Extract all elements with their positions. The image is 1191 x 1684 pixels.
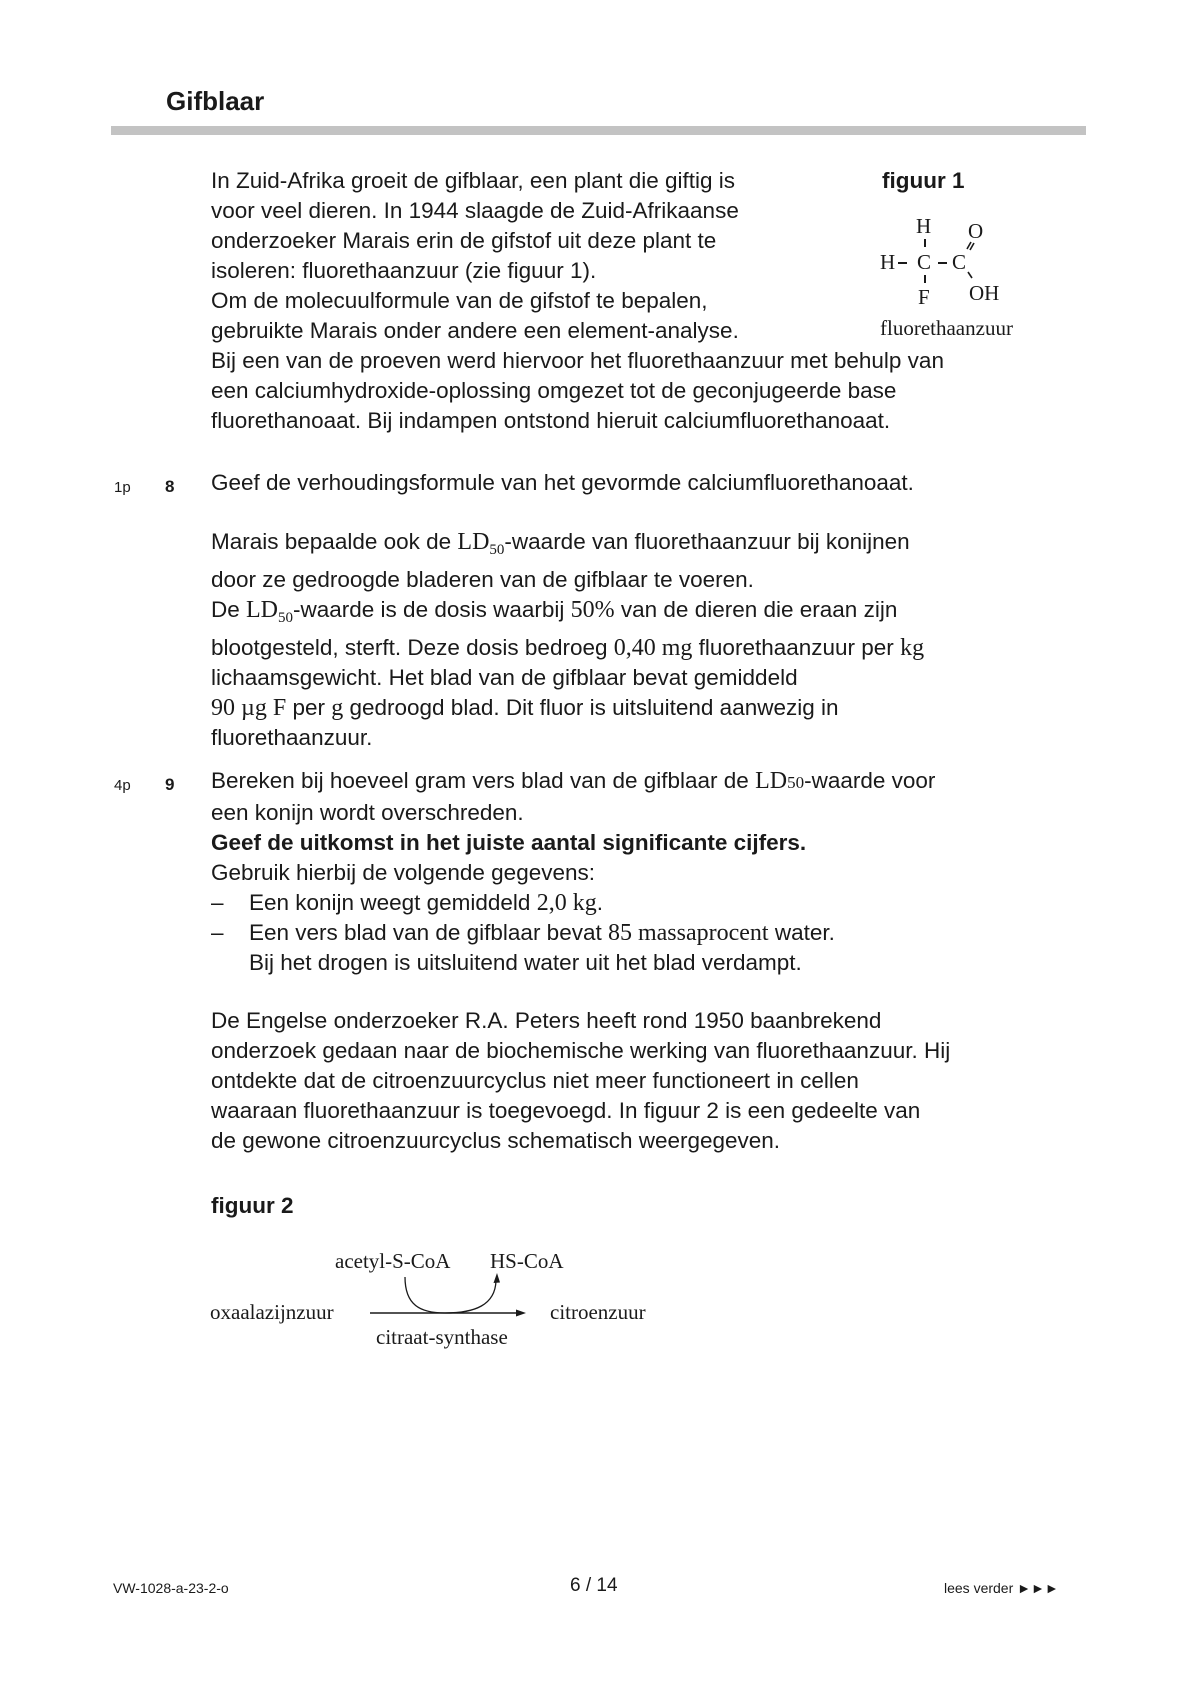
text-fragment: water. xyxy=(768,920,835,945)
section-title: Gifblaar xyxy=(166,86,265,116)
text-fragment: -waarde is de dosis waarbij xyxy=(293,597,571,622)
ld-symbol: LD xyxy=(246,597,279,623)
text-fragment: De xyxy=(211,597,247,622)
intro-line: fluorethanoaat. Bij indampen ontstond hieruit calciumfluorethanoaat. xyxy=(211,408,891,433)
rabbit-mass-value: 2,0 kg xyxy=(536,890,597,916)
bullet-dash: – xyxy=(211,890,224,915)
question-8-number: 8 xyxy=(165,477,175,496)
bond-h-c xyxy=(898,262,907,264)
curved-arrow-head-icon xyxy=(494,1273,501,1283)
peters-line: waaraan fluorethaanzuur is toegevoegd. In figuur 2 is een gedeelte van xyxy=(211,1098,921,1123)
bond-c-f xyxy=(924,275,926,283)
figure-1-caption: fluorethaanzuur xyxy=(880,316,1013,340)
text-fragment: Een vers blad van de gifblaar bevat xyxy=(249,920,608,945)
bond-c-c xyxy=(938,262,947,264)
unit-g: g xyxy=(331,695,344,721)
bullet-dash: – xyxy=(211,920,224,945)
intro-line: voor veel dieren. In 1944 slaagde de Zuid-Afrikaanse xyxy=(211,198,739,223)
unit-kg: kg xyxy=(900,635,925,661)
ld-subscript: 50 xyxy=(278,610,294,626)
text-fragment: fluorethaanzuur per xyxy=(692,635,901,660)
question-9-line-2: een konijn wordt overschreden. xyxy=(211,800,524,825)
exam-code: VW-1028-a-23-2-o xyxy=(113,1580,229,1596)
ld50-line-6 xyxy=(211,693,924,723)
ld-subscript: 50 xyxy=(489,542,505,558)
text-fragment: van de dieren die eraan zijn xyxy=(614,597,898,622)
ld50-line-4 xyxy=(211,633,924,663)
text-fragment: -waarde voor xyxy=(804,768,936,793)
intro-paragraph xyxy=(211,166,944,436)
ld50-paragraph xyxy=(211,527,924,753)
ld-symbol: LD xyxy=(457,529,490,555)
intro-line: gebruikte Marais onder andere een element-analyse. xyxy=(211,318,739,343)
intro-line: isoleren: fluorethaanzuur (zie figuur 1). xyxy=(211,258,597,283)
page-number: 6 / 14 xyxy=(570,1575,618,1596)
peters-line: de gewone citroenzuurcyclus schematisch weergegeven. xyxy=(211,1128,781,1153)
reaction-arrows xyxy=(360,1265,540,1325)
atom-h-left: H xyxy=(880,250,896,274)
main-arrow-head-icon xyxy=(516,1310,526,1317)
cosubstrate-in-label: acetyl-S-CoA xyxy=(335,1249,451,1273)
text-fragment: Een konijn weegt gemiddeld xyxy=(249,890,537,915)
text-fragment: gedroogd blad. Dit fluor is uitsluitend aanwezig in xyxy=(343,695,839,720)
cosubstrate-curved-arrow xyxy=(405,1277,496,1313)
figure-2-label: figuur 2 xyxy=(211,1193,294,1218)
question-9-points: 4p xyxy=(114,777,131,794)
reactant-label: oxaalazijnzuur xyxy=(210,1300,334,1324)
continue-indicator: lees verder ►►► xyxy=(944,1580,1059,1596)
peters-paragraph xyxy=(211,1006,950,1156)
enzyme-label: citraat-synthase xyxy=(376,1325,508,1349)
bonds-carboxyl xyxy=(958,238,988,282)
intro-line: In Zuid-Afrika groeit de gifblaar, een plant die giftig is xyxy=(211,168,736,193)
question-8-text: Geef de verhoudingsformule van het gevormde calciumfluorethanoaat. xyxy=(211,470,914,495)
question-9-line-4: Gebruik hierbij de volgende gegevens: xyxy=(211,860,596,885)
peters-line: onderzoek gedaan naar de biochemische werking van fluorethaanzuur. Hij xyxy=(211,1038,951,1063)
ld50-line-2: door ze gedroogde bladeren van de gifblaar te voeren. xyxy=(211,567,754,592)
text-fragment: . xyxy=(596,890,603,915)
atom-o-top: O xyxy=(968,219,984,243)
water-percentage-value: 85 massaprocent xyxy=(607,920,769,946)
percentage-value: 50% xyxy=(570,597,615,623)
text-fragment: -waarde van fluorethaanzuur bij konijnen xyxy=(504,529,910,554)
question-9-bullet-1 xyxy=(211,888,935,918)
ld50-line-5: lichaamsgewicht. Het blad van de gifblaar bevat gemiddeld xyxy=(211,665,798,690)
question-8-points: 1p xyxy=(114,479,131,496)
question-9-instruction: Geef de uitkomst in het juiste aantal significante cijfers. xyxy=(211,830,807,855)
figure-1-label: figuur 1 xyxy=(882,168,965,193)
intro-line: Bij een van de proeven werd hiervoor het fluorethaanzuur met behulp van xyxy=(211,348,944,373)
question-9-bullet-2 xyxy=(211,918,935,948)
atom-c2: C xyxy=(952,250,967,274)
product-label: citroenzuur xyxy=(550,1300,646,1324)
text-fragment: Bereken bij hoeveel gram vers blad van de gifblaar de xyxy=(211,768,756,793)
cosubstrate-out-label: HS-CoA xyxy=(490,1249,564,1273)
text-fragment: Marais bepaalde ook de xyxy=(211,529,458,554)
peters-line: De Engelse onderzoeker R.A. Peters heeft rond 1950 baanbrekend xyxy=(211,1008,882,1033)
section-divider xyxy=(111,126,1086,135)
atom-h-top: H xyxy=(916,214,932,238)
atom-oh: OH xyxy=(969,281,1000,305)
intro-line: onderzoeker Marais erin de gifstof uit deze plant te xyxy=(211,228,717,253)
ld-subscript: 50 xyxy=(787,773,805,792)
text-fragment: blootgesteld, sterft. Deze dosis bedroeg xyxy=(211,635,614,660)
atom-c1: C xyxy=(917,250,932,274)
ld50-line-1 xyxy=(211,527,924,565)
question-9-line-1 xyxy=(211,766,935,798)
dose-value: 0,40 mg xyxy=(613,635,693,661)
atom-f: F xyxy=(918,285,930,309)
ld50-line-7: fluorethaanzuur. xyxy=(211,725,373,750)
ld50-line-3 xyxy=(211,595,924,633)
question-9-number: 9 xyxy=(165,775,175,794)
ld-symbol: LD xyxy=(755,768,788,794)
text-fragment: per xyxy=(286,695,332,720)
intro-line: een calciumhydroxide-oplossing omgezet tot de geconjugeerde base xyxy=(211,378,897,403)
question-9-bullet-2-continued: Bij het drogen is uitsluitend water uit het blad verdampt. xyxy=(249,950,802,975)
intro-line: Om de molecuulformule van de gifstof te bepalen, xyxy=(211,288,708,313)
fluor-content-value: 90 µg F xyxy=(211,695,287,721)
bond-c-h-top xyxy=(924,239,926,247)
question-9-text xyxy=(211,766,935,978)
peters-line: ontdekte dat de citroenzuurcyclus niet meer functioneert in cellen xyxy=(211,1068,859,1093)
